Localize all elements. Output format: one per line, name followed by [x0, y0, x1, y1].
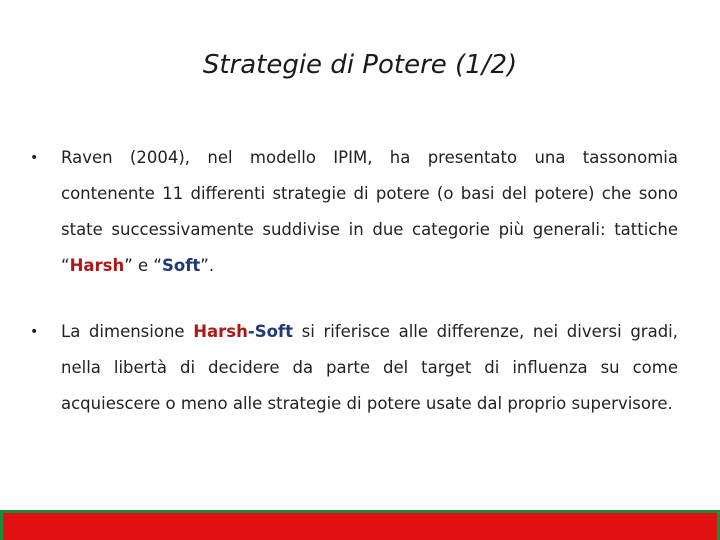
bullet-item-dimension [30, 314, 678, 422]
bullet-list [30, 140, 678, 422]
bullet-text: Raven (2004), nel modello IPIM, ha presentato una tassonomia contenente 11 differenti strategie di potere (o basi del potere) che sono state successivamente suddivise in due categorie più generali: tattiche “ [61, 148, 678, 275]
bullet-text: si riferisce alle differenze, nei diversi gradi, nella libertà di decidere da parte del target di influenza su come acquiescere o meno alle strategie di potere usate dal proprio supervisore. [61, 322, 678, 413]
bullet-text: La dimensione [61, 322, 194, 341]
bullet-dot-icon: • [30, 324, 39, 340]
bullet-text: ”. [200, 256, 215, 275]
keyword-soft: Soft [161, 256, 201, 275]
keyword-harsh: Harsh [193, 322, 248, 341]
keyword-separator: - [247, 322, 255, 341]
keyword-harsh: Harsh [69, 256, 125, 275]
bullet-dot-icon: • [30, 150, 39, 166]
footer-bar [0, 510, 720, 540]
bullet-item-raven [30, 140, 678, 284]
keyword-soft: Soft [254, 322, 293, 341]
bullet-text: ” e “ [124, 256, 162, 275]
slide-title: Strategie di Potere (1/2) [202, 50, 518, 80]
